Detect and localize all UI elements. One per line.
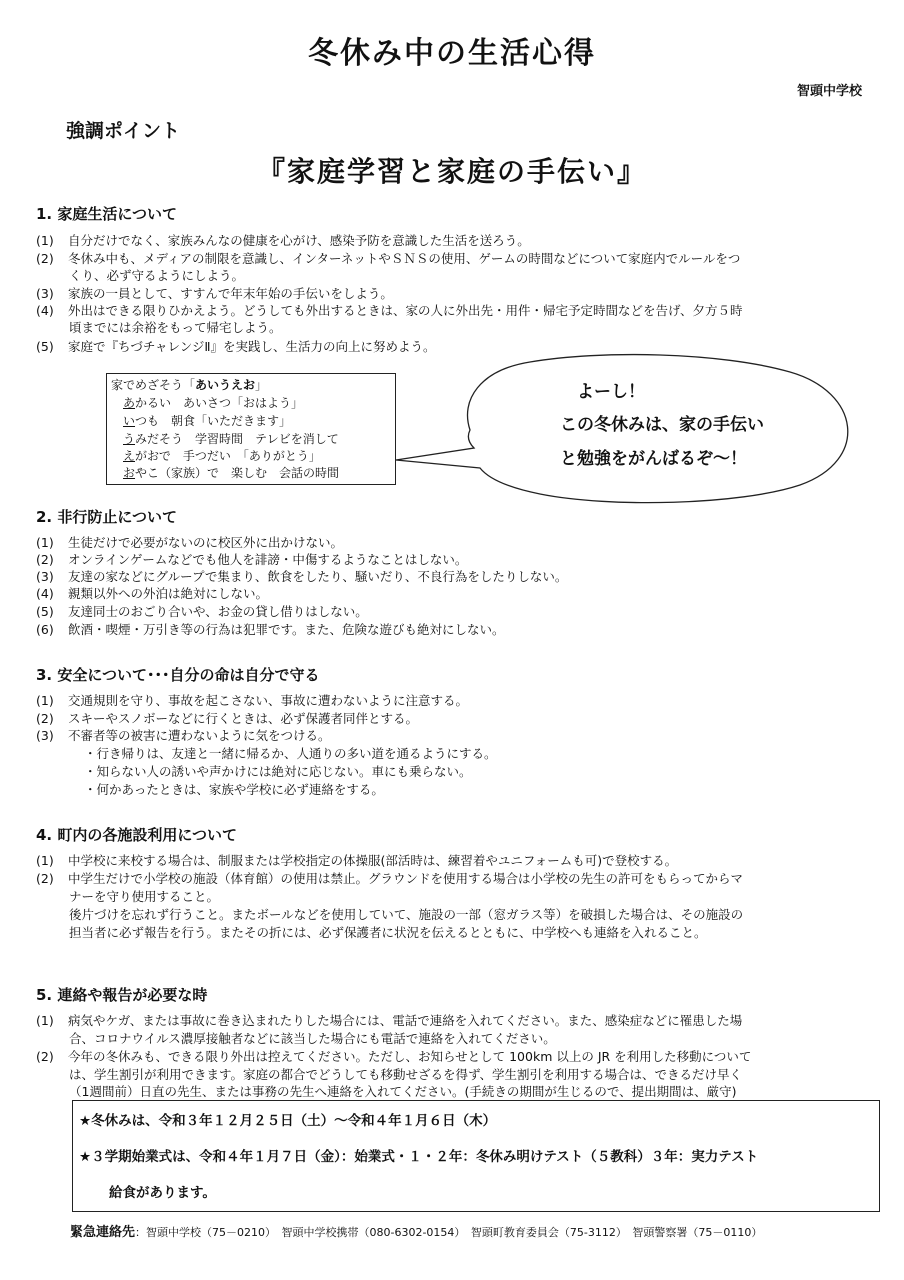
aiueo-line: えがおで 手つだい 「ありがとう」 <box>123 449 321 463</box>
bullet-item: ・何かあったときは、家族や学校に必ず連絡をする。 <box>84 782 384 797</box>
list-item: (1) 交通規則を守り、事故を起こさない、事故に遭わないように注意する。 <box>36 693 469 708</box>
list-item: (2) 今年の冬休みも、できる限り外出は控えてください。ただし、お知らせとして 100km 以上の JR を利用した移動について <box>36 1049 752 1064</box>
school-name: 智頭中学校 <box>796 84 862 99</box>
list-item: (2) 中学生だけで小学校の施設（体育館）の使用は禁止。グラウンドを使用する場合は小学校の先生の許可をもらってからマ <box>36 871 744 886</box>
list-item: (1) 自分だけでなく、家族みんなの健康を心がけ、感染予防を意識した生活を送ろう。 <box>36 233 530 248</box>
list-item: (2) 冬休み中も、メディアの制限を意識し、インターネットやＳＮＳの使用、ゲームの時間などについて家庭内でルールをつ <box>36 251 741 266</box>
list-item-continuation: ナーを守り使用すること。 <box>69 889 220 904</box>
section-2-title: 2. 非行防止について <box>36 508 178 526</box>
emphasis-label: 強調ポイント <box>66 120 181 142</box>
bullet-item: ・行き帰りは、友達と一緒に帰るか、人通りの多い道を通るようにする。 <box>84 746 497 761</box>
list-item-continuation: くり、必ず守るようにしよう。 <box>69 268 245 283</box>
list-item: (6) 飲酒・喫煙・万引き等の行為は犯罪です。また、危険な遊びも絶対にしない。 <box>36 622 505 637</box>
notice-line-3: 給食があります。 <box>109 1185 216 1201</box>
speech-bubble <box>0 0 904 520</box>
list-item: (2) スキーやスノボーなどに行くときは、必ず保護者同伴とする。 <box>36 711 419 726</box>
list-item: (4) 外出はできる限りひかえよう。どうしても外出するときは、家の人に外出先・用件・帰宅予定時間などを告げ、夕方５時 <box>36 303 743 318</box>
aiueo-heading: 家でめざそう「あいうえお」 <box>111 378 268 392</box>
section-5-title: 5. 連絡や報告が必要な時 <box>36 986 208 1004</box>
list-item-continuation: 後片づけを忘れず行うこと。またボールなどを使用していて、施設の一部（窓ガラス等）を破損した場合は、その施設の <box>69 907 744 922</box>
list-item: (4) 親類以外への外泊は絶対にしない。 <box>36 586 269 601</box>
section-4-title: 4. 町内の各施設利用について <box>36 826 238 844</box>
list-item: (1) 中学校に来校する場合は、制服または学校指定の体操服(部活時は、練習着やユニフォームも可)で登校する。 <box>36 853 678 868</box>
notice-line-2: ★３学期始業式は、令和４年１月７日（金）：始業式・１・２年：冬休み明けテスト（５教科）３年：実力テスト <box>79 1149 759 1165</box>
list-item-continuation: 担当者に必ず報告を行う。またその折には、必ず保護者に状況を伝えるとともに、中学校へも連絡を入れること。 <box>69 925 707 940</box>
list-item: (3) 友達の家などにグループで集まり、飲食をしたり、騒いだり、不良行為をしたりしない。 <box>36 569 568 584</box>
list-item: (1) 病気やケガ、または事故に巻き込まれたりした場合には、電話で連絡を入れてください。また、感染症などに罹患した場 <box>36 1013 743 1028</box>
aiueo-line: いつも 朝食「いただきます」 <box>123 414 292 428</box>
bubble-line-2: この冬休みは、家の手伝い <box>560 415 764 435</box>
aiueo-line: うみだそう 学習時間 テレビを消して <box>123 432 339 446</box>
aiueo-line: おやこ（家族）で 楽しむ 会話の時間 <box>123 466 340 480</box>
emergency-contacts: 緊急連絡先：智頭中学校（75－0210） 智頭中学校携帯（080-6302-0154） 智頭町教育委員会（75-3112） 智頭警察署（75－0110） <box>70 1225 763 1240</box>
list-item-continuation: （1週間前）日直の先生、または事務の先生へ連絡を入れてください。(手続きの期間が生じるので、提出期間は、厳守) <box>69 1084 737 1099</box>
section-3-title: 3. 安全について･･･自分の命は自分で守る <box>36 666 320 684</box>
list-item: (3) 不審者等の被害に遭わないように気をつける。 <box>36 728 331 743</box>
notice-line-1: ★冬休みは、令和３年１２月２５日（土）～令和４年１月６日（木） <box>79 1113 497 1129</box>
list-item: (5) 家庭で『ちづチャレンジⅡ』を実践し、生活力の向上に努めよう。 <box>36 339 436 354</box>
emphasis-theme: 『家庭学習と家庭の手伝い』 <box>256 155 647 188</box>
list-item-continuation: 頃までには余裕をもって帰宅しよう。 <box>69 320 282 335</box>
list-item: (1) 生徒だけで必要がないのに校区外に出かけない。 <box>36 535 344 550</box>
page-title: 冬休み中の生活心得 <box>308 36 596 71</box>
aiueo-line: あかるい あいさつ「おはよう」 <box>123 396 304 410</box>
bubble-line-3: と勉強をがんばるぞ～！ <box>560 449 747 469</box>
list-item: (2) オンラインゲームなどでも他人を誹謗・中傷するようなことはしない。 <box>36 552 468 567</box>
bubble-line-1: よーし！ <box>577 382 645 402</box>
list-item: (5) 友達同士のおごり合いや、お金の貸し借りはしない。 <box>36 604 368 619</box>
list-item-continuation: 合、コロナウイルス濃厚接触者などに該当した場合にも電話で連絡を入れてください。 <box>69 1031 556 1046</box>
section-1-title: 1. 家庭生活について <box>36 205 178 223</box>
notice-box <box>72 1100 880 1212</box>
list-item: (3) 家族の一員として、すすんで年末年始の手伝いをしよう。 <box>36 286 393 301</box>
bullet-item: ・知らない人の誘いや声かけには絶対に応じない。車にも乗らない。 <box>84 764 472 779</box>
list-item-continuation: は、学生割引が利用できます。家庭の都合でどうしても移動せざるを得ず、学生割引を利用する場合は、できるだけ早く <box>69 1067 743 1082</box>
